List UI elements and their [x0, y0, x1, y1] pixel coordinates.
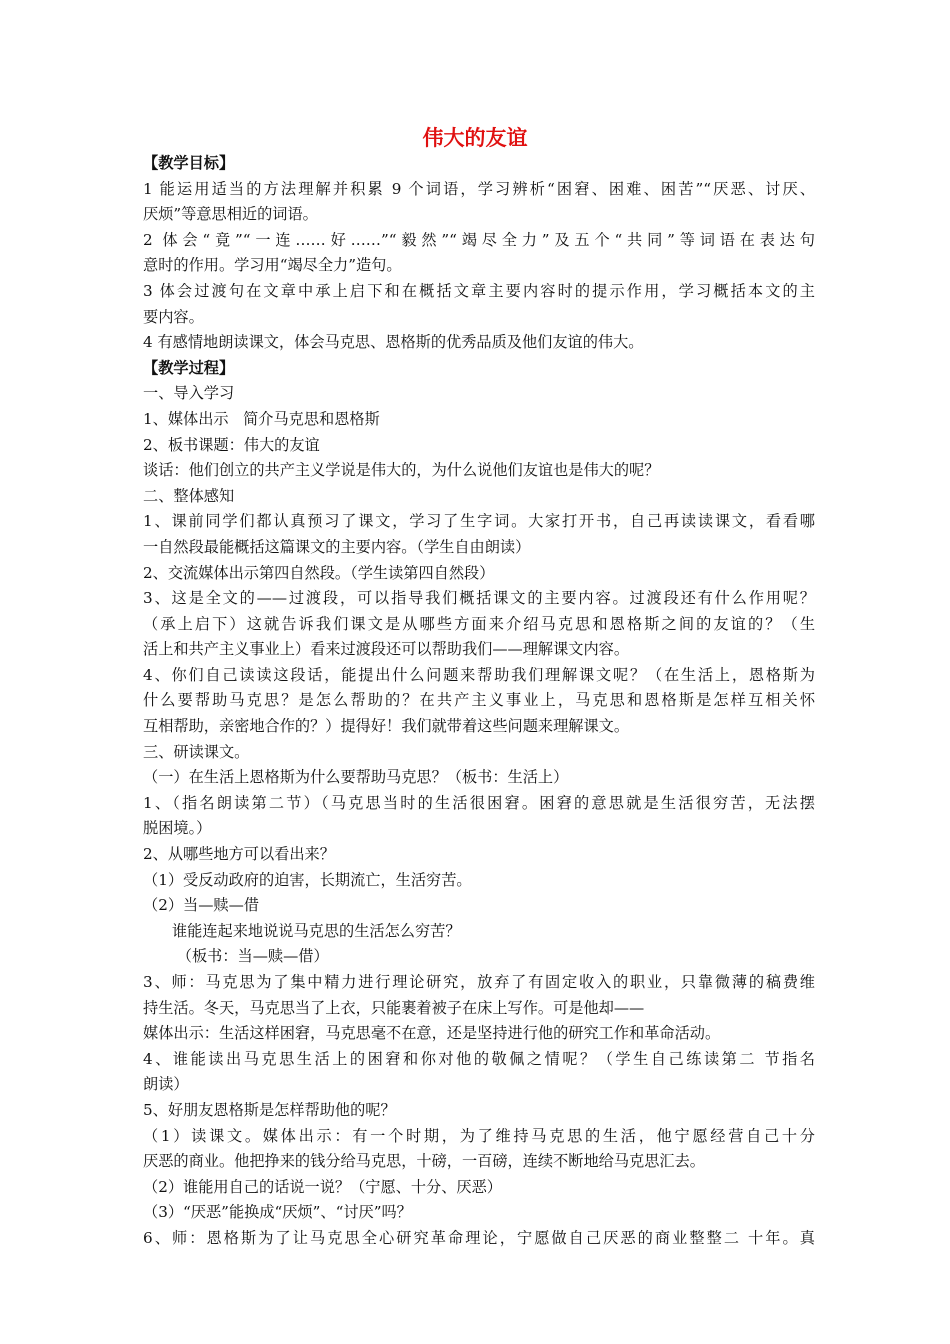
text-line: 4、你们自己读读这段话，能提出什么问题来帮助我们理解课文呢？（在生活上，恩格斯为	[143, 665, 815, 684]
text-line: 3 体会过渡句在文章中承上启下和在概括文章主要内容时的提示作用，学习概括本文的主	[143, 281, 815, 300]
text-line: （2）谁能用自己的话说一说？（宁愿、十分、厌恶）	[143, 1177, 502, 1196]
text-line: 一自然段最能概括这篇课文的主要内容。（学生自由朗读）	[143, 537, 531, 556]
text-line: 4 有感情地朗读课文，体会马克思、恩格斯的优秀品质及他们友谊的伟大。	[143, 333, 644, 352]
text-line: 4、谁能读出马克思生活上的困窘和你对他的敬佩之情呢？（学生自己练读第二 节指名	[143, 1049, 815, 1068]
text-line: 2、板书课题：伟大的友谊	[143, 435, 320, 454]
section-heading: 【教学目标】	[143, 154, 235, 172]
text-line: 谈话：他们创立的共产主义学说是伟大的，为什么说他们友谊也是伟大的呢？	[143, 461, 660, 480]
text-line: （2）当—赎—借	[143, 896, 259, 915]
document-body	[143, 151, 815, 1252]
text-line: 厌恶的商业。他把挣来的钱分给马克思，十磅，一百磅，连续不断地给马克思汇去。	[143, 1152, 705, 1171]
text-line: 意时的作用。学习用“竭尽全力”造句。	[143, 256, 402, 275]
text-line: 2、交流媒体出示第四自然段。（学生读第四自然段）	[143, 563, 495, 582]
text-line: 2 体会“竟”“一连……好……”“毅然”“竭尽全力”及五个“共同”等词语在表达句	[143, 230, 815, 249]
text-line: （一）在生活上恩格斯为什么要帮助马克思？（板书：生活上）	[143, 768, 569, 787]
text-line: 媒体出示：生活这样困窘，马克思毫不在意，还是坚持进行他的研究工作和革命活动。	[143, 1024, 721, 1043]
text-line: 6、师：恩格斯为了让马克思全心研究革命理论，宁愿做自己厌恶的商业整整二 十年。真	[143, 1228, 815, 1247]
text-line: 二、整体感知	[143, 486, 235, 505]
text-line: 厌烦”等意思相近的词语。	[143, 205, 318, 224]
text-line: 5、好朋友恩格斯是怎样帮助他的呢？	[143, 1100, 396, 1119]
text-line: 什么要帮助马克思？是怎么帮助的？在共产主义事业上，马克思和恩格斯是怎样互相关怀	[143, 691, 815, 710]
text-line: 脱困境。）	[143, 819, 212, 838]
text-line: 1、媒体出示 简介马克思和恩格斯	[143, 409, 380, 428]
text-line: 三、研读课文。	[143, 742, 250, 761]
text-line: （承上启下）这就告诉我们课文是从哪些方面来介绍马克思和恩格斯之间的友谊的？（生	[143, 614, 815, 633]
text-line: 活上和共产主义事业上）看来过渡段还可以帮助我们——理解课文内容。	[143, 640, 629, 659]
section-heading: 【教学过程】	[143, 358, 235, 377]
text-line: 2、从哪些地方可以看出来？	[143, 845, 335, 864]
text-line: 互相帮助，亲密地合作的？）提得好！我们就带着这些问题来理解课文。	[143, 717, 629, 736]
text-line: 要内容。	[143, 307, 204, 326]
text-line: 朗读）	[143, 1075, 189, 1094]
text-line: 持生活。冬天，马克思当了上衣，只能裹着被子在床上写作。可是他却——	[143, 998, 645, 1017]
text-line: 1、（指名朗读第二节）（马克思当时的生活很困窘。困窘的意思就是生活很穷苦，无法摆	[143, 793, 815, 812]
text-line: （3）“厌恶”能换成“厌烦”、“讨厌”吗？	[143, 1203, 412, 1222]
text-line: 谁能连起来地说说马克思的生活怎么穷苦？	[143, 921, 461, 940]
text-line: 1、课前同学们都认真预习了课文，学习了生字词。大家打开书，自己再读读课文，看看哪	[143, 512, 815, 531]
text-line: 3、师：马克思为了集中精力进行理论研究，放弃了有固定收入的职业，只靠微薄的稿费维	[143, 973, 815, 991]
text-line: （1）读课文。媒体出示：有一个时期，为了维持马克思的生活，他宁愿经营自己十分	[143, 1126, 815, 1145]
text-line: 3、这是全文的——过渡段，可以指导我们概括课文的主要内容。过渡段还有什么作用呢？	[143, 589, 815, 608]
text-line: 一、导入学习	[143, 384, 235, 403]
text-line: （板书：当—赎—借）	[143, 947, 329, 966]
text-line: 1 能运用适当的方法理解并积累 9 个词语，学习辨析“困窘、困难、困苦”“厌恶、讨厌、	[143, 179, 815, 198]
text-line: （1）受反动政府的迫害，长期流亡，生活穷苦。	[143, 870, 472, 889]
document-title: 伟大的友谊	[422, 126, 528, 150]
